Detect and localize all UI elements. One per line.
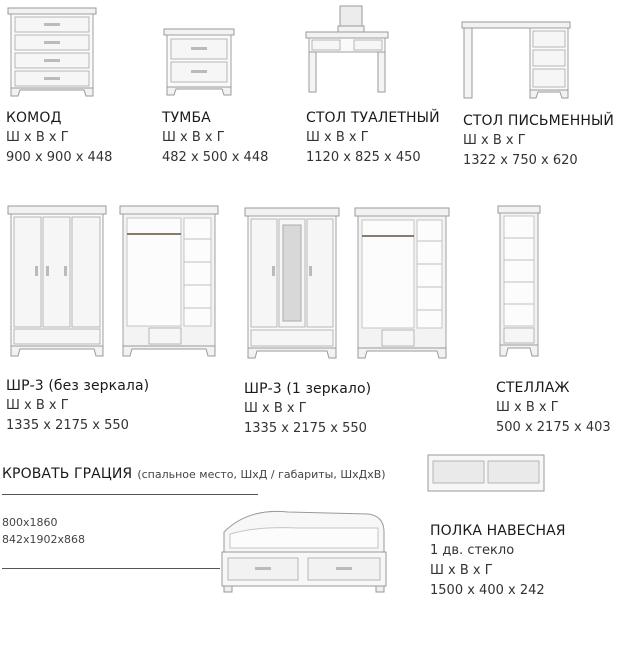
stol-pismenny-subtitle: Ш х В х Г xyxy=(463,133,526,148)
bed-divider-top xyxy=(2,494,258,495)
shr3-no-mirror-image xyxy=(6,204,220,366)
bed-divider-bottom xyxy=(2,568,220,569)
komod-image xyxy=(6,6,98,98)
komod-subtitle: Ш х В х Г xyxy=(6,130,69,145)
shr3-no-mirror-title: ШР-3 (без зеркала) xyxy=(6,378,150,394)
stellazh-image xyxy=(496,204,542,364)
shr3-mirror-dims: 1335 х 2175 х 550 xyxy=(244,421,367,436)
stol-pismenny-image xyxy=(460,20,572,100)
komod-dims: 900 х 900 х 448 xyxy=(6,150,113,165)
shr3-mirror-title: ШР-3 (1 зеркало) xyxy=(244,381,372,397)
bed-heading xyxy=(2,463,386,482)
tumba-dims: 482 х 500 х 448 xyxy=(162,150,269,165)
polka-image xyxy=(426,453,546,493)
bed-sleep-size: 800х1860 xyxy=(2,516,58,529)
stol-tualetny-title: СТОЛ ТУАЛЕТНЫЙ xyxy=(306,110,440,126)
polka-glass: 1 дв. стекло xyxy=(430,543,515,558)
polka-dims: 1500 х 400 х 242 xyxy=(430,583,545,598)
stol-pismenny-dims: 1322 х 750 х 620 xyxy=(463,153,578,168)
stol-tualetny-image xyxy=(304,4,390,94)
stol-tualetny-subtitle: Ш х В х Г xyxy=(306,130,369,145)
shr3-no-mirror-subtitle: Ш х В х Г xyxy=(6,398,69,413)
komod-title: КОМОД xyxy=(6,110,62,126)
tumba-title: ТУМБА xyxy=(162,110,211,126)
bed-note: (спальное место, ШхД / габариты, ШхДхВ) xyxy=(137,468,386,481)
stol-pismenny-title: СТОЛ ПИСЬМЕННЫЙ xyxy=(463,113,615,129)
stellazh-subtitle: Ш х В х Г xyxy=(496,400,559,415)
stellazh-title: СТЕЛЛАЖ xyxy=(496,380,570,396)
bed-overall-size: 842х1902х868 xyxy=(2,533,86,546)
stellazh-dims: 500 х 2175 х 403 xyxy=(496,420,611,435)
polka-subtitle: Ш х В х Г xyxy=(430,563,493,578)
tumba-subtitle: Ш х В х Г xyxy=(162,130,225,145)
bed-image xyxy=(218,504,390,594)
tumba-image xyxy=(162,27,236,97)
shr3-no-mirror-dims: 1335 х 2175 х 550 xyxy=(6,418,129,433)
polka-title: ПОЛКА НАВЕСНАЯ xyxy=(430,523,566,539)
bed-title: КРОВАТЬ ГРАЦИЯ xyxy=(2,466,133,482)
shr3-mirror-image xyxy=(243,206,457,368)
shr3-mirror-subtitle: Ш х В х Г xyxy=(244,401,307,416)
stol-tualetny-dims: 1120 х 825 х 450 xyxy=(306,150,421,165)
